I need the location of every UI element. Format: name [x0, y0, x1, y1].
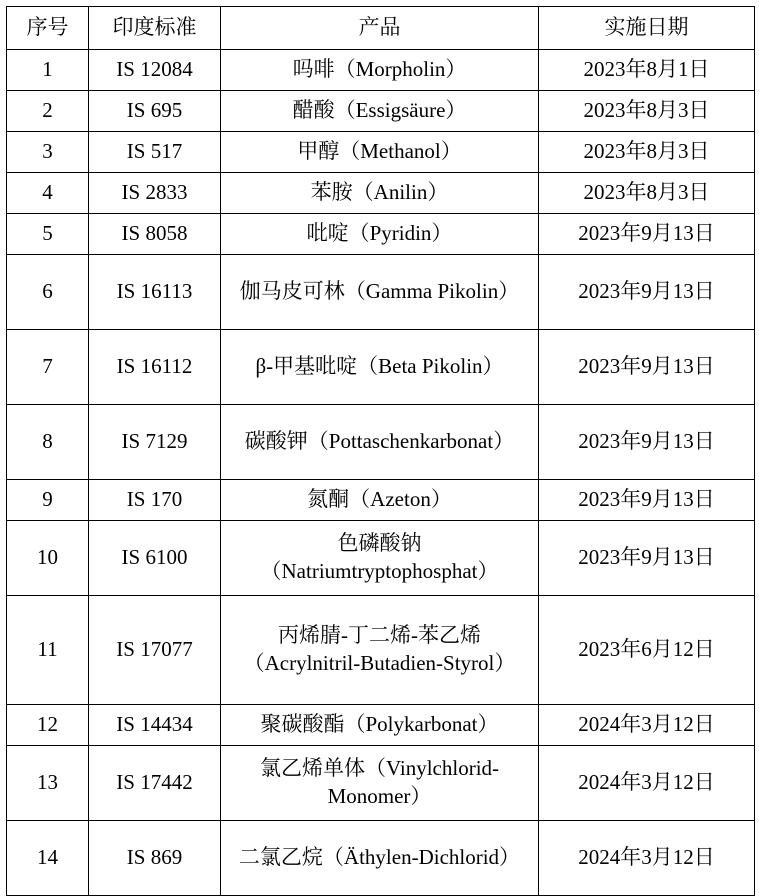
cell-sequence-number: 8	[7, 405, 89, 480]
cell-product: 丙烯腈-丁二烯-苯乙烯（Acrylnitril-Butadien-Styrol）	[221, 596, 539, 705]
cell-sequence-number: 11	[7, 596, 89, 705]
indian-standards-table	[6, 6, 755, 896]
cell-sequence-number: 3	[7, 132, 89, 173]
cell-sequence-number: 7	[7, 330, 89, 405]
cell-indian-standard: IS 170	[89, 480, 221, 521]
cell-product: 伽马皮可林（Gamma Pikolin）	[221, 255, 539, 330]
cell-implementation-date: 2024年3月12日	[539, 746, 755, 821]
cell-implementation-date: 2023年9月13日	[539, 255, 755, 330]
cell-sequence-number: 9	[7, 480, 89, 521]
cell-indian-standard: IS 17077	[89, 596, 221, 705]
table-row	[7, 330, 755, 405]
cell-indian-standard: IS 869	[89, 821, 221, 896]
cell-implementation-date: 2023年9月13日	[539, 521, 755, 596]
cell-product: β-甲基吡啶（Beta Pikolin）	[221, 330, 539, 405]
cell-product: 碳酸钾（Pottaschenkarbonat）	[221, 405, 539, 480]
cell-product: 吗啡（Morpholin）	[221, 50, 539, 91]
table-row	[7, 705, 755, 746]
cell-sequence-number: 1	[7, 50, 89, 91]
column-header-no: 序号	[7, 7, 89, 50]
cell-implementation-date: 2023年8月3日	[539, 91, 755, 132]
cell-sequence-number: 10	[7, 521, 89, 596]
cell-product: 氮酮（Azeton）	[221, 480, 539, 521]
cell-sequence-number: 4	[7, 173, 89, 214]
cell-product: 氯乙烯单体（Vinylchlorid-Monomer）	[221, 746, 539, 821]
cell-product: 二氯乙烷（Äthylen-Dichlorid）	[221, 821, 539, 896]
cell-product: 色磷酸钠（Natriumtryptophosphat）	[221, 521, 539, 596]
column-header-product: 产品	[221, 7, 539, 50]
cell-sequence-number: 12	[7, 705, 89, 746]
cell-sequence-number: 5	[7, 214, 89, 255]
cell-indian-standard: IS 2833	[89, 173, 221, 214]
cell-product: 甲醇（Methanol）	[221, 132, 539, 173]
table-row	[7, 521, 755, 596]
column-header-standard: 印度标准	[89, 7, 221, 50]
cell-implementation-date: 2023年9月13日	[539, 405, 755, 480]
table-row	[7, 50, 755, 91]
cell-indian-standard: IS 14434	[89, 705, 221, 746]
column-header-date: 实施日期	[539, 7, 755, 50]
table-row	[7, 255, 755, 330]
cell-implementation-date: 2023年8月3日	[539, 132, 755, 173]
cell-indian-standard: IS 695	[89, 91, 221, 132]
cell-sequence-number: 6	[7, 255, 89, 330]
cell-implementation-date: 2023年8月3日	[539, 173, 755, 214]
cell-implementation-date: 2023年9月13日	[539, 330, 755, 405]
table-row	[7, 214, 755, 255]
cell-implementation-date: 2023年8月1日	[539, 50, 755, 91]
table-row	[7, 132, 755, 173]
document-page	[0, 6, 759, 870]
cell-sequence-number: 14	[7, 821, 89, 896]
cell-sequence-number: 2	[7, 91, 89, 132]
table-row	[7, 91, 755, 132]
cell-product: 吡啶（Pyridin）	[221, 214, 539, 255]
cell-sequence-number: 13	[7, 746, 89, 821]
cell-product: 醋酸（Essigsäure）	[221, 91, 539, 132]
cell-implementation-date: 2023年6月12日	[539, 596, 755, 705]
table-row	[7, 746, 755, 821]
table-row	[7, 480, 755, 521]
cell-indian-standard: IS 8058	[89, 214, 221, 255]
cell-indian-standard: IS 7129	[89, 405, 221, 480]
cell-product: 苯胺（Anilin）	[221, 173, 539, 214]
cell-indian-standard: IS 6100	[89, 521, 221, 596]
table-header	[7, 7, 755, 50]
cell-product: 聚碳酸酯（Polykarbonat）	[221, 705, 539, 746]
table-row	[7, 405, 755, 480]
cell-indian-standard: IS 16112	[89, 330, 221, 405]
cell-indian-standard: IS 17442	[89, 746, 221, 821]
cell-implementation-date: 2023年9月13日	[539, 480, 755, 521]
table-row	[7, 173, 755, 214]
table-row	[7, 596, 755, 705]
table-row	[7, 821, 755, 896]
table-header-row	[7, 7, 755, 50]
cell-indian-standard: IS 12084	[89, 50, 221, 91]
cell-implementation-date: 2024年3月12日	[539, 821, 755, 896]
cell-implementation-date: 2023年9月13日	[539, 214, 755, 255]
table-body	[7, 50, 755, 896]
cell-indian-standard: IS 517	[89, 132, 221, 173]
cell-indian-standard: IS 16113	[89, 255, 221, 330]
cell-implementation-date: 2024年3月12日	[539, 705, 755, 746]
